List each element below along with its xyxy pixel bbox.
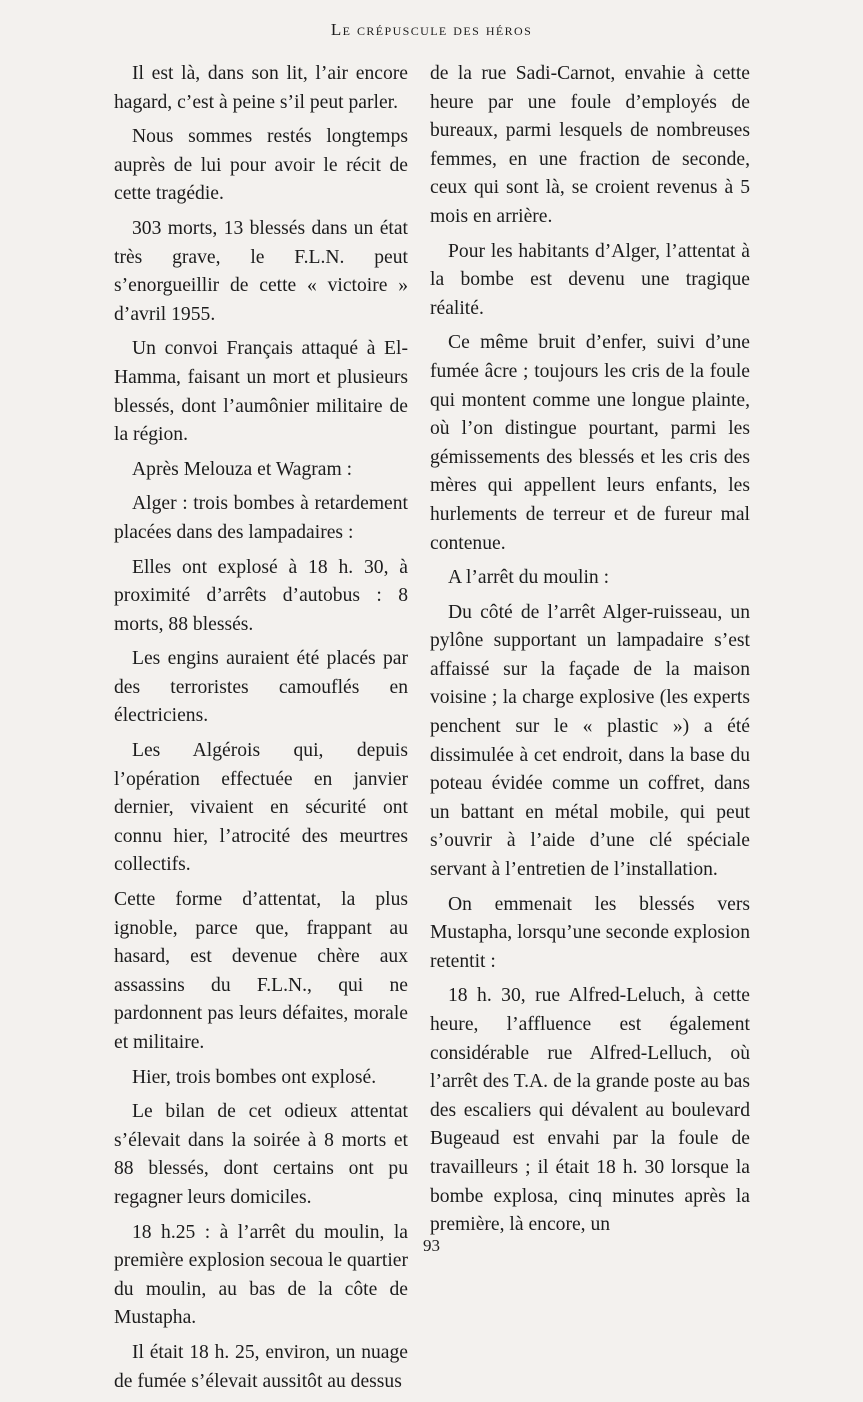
paragraph: Alger : trois bombes à retardement placées dans des lampadaires :	[114, 493, 408, 543]
paragraph: Pour les habitants d’Alger, l’attentat à la bombe est devenu une tragique réalité.	[430, 240, 750, 319]
paragraph: Il est là, dans son lit, l’air encore hagard, c’est à peine s’il peut parler.	[114, 63, 408, 113]
paragraph: On emmenait les blessés vers Mustapha, lorsqu’une seconde explosion retentit :	[430, 893, 750, 972]
running-header: Le crépuscule des héros	[330, 20, 533, 39]
page-number: 93	[423, 1236, 440, 1255]
paragraph: Un convoi Français attaqué à El-Hamma, faisant un mort et plusieurs blessés, dont l’aumônier militaire de la région.	[114, 338, 408, 446]
paragraph: Elles ont explosé à 18 h. 30, à proximité d’arrêts d’autobus : 8 morts, 88 blessés.	[114, 556, 408, 635]
paragraph: Après Melouza et Wagram :	[132, 458, 353, 480]
paragraph: Ce même bruit d’enfer, suivi d’une fumée âcre ; toujours les cris de la foule qui montent comme une longue plainte, où l’on distingue pourtant, parmi les gémissements des blessés et les cris des mères qui appellent leurs enfants, les hurlements de terreur et de fureur mal contenue.	[430, 332, 750, 554]
paragraph: 18 h.25 : à l’arrêt du moulin, la première explosion secoua le quartier du moulin, au bas de la côte de Mustapha.	[114, 1221, 408, 1329]
paragraph: Hier, trois bombes ont explosé.	[132, 1066, 377, 1088]
paragraph: Il était 18 h. 25, environ, un nuage de fumée s’élevait aussitôt au dessus	[114, 1341, 408, 1392]
paragraph: Du côté de l’arrêt Alger-ruisseau, un pylône supportant un lampadaire s’est affaissé sur la façade de la maison voisine ; la charge explosive (les experts penchent sur le « plastic ») a été dissimulée à cet endroit, dans la base du poteau évidée comme un coffret, dans un battant en métal mobile, qui peut s’ouvrir à l’aide d’une clé spéciale servant à l’entretien de l’installation.	[430, 601, 750, 881]
paragraph: Nous sommes restés longtemps auprès de lui pour avoir le récit de cette tragédie.	[114, 126, 408, 205]
paragraph: 18 h. 30, rue Alfred-Leluch, à cette heure, l’affluence est également considérable rue Alfred-Lelluch, où l’arrêt des T.A. de la grande poste au bas des escaliers qui dévalent au boulevard Bugeaud est envahi par la foule de travailleurs ; il était 18 h. 30 lorsque la bombe explosa, cinq minutes après la première, là encore, un	[430, 985, 750, 1236]
left-column	[114, 60, 408, 1402]
paragraph: Les engins auraient été placés par des terroristes camouflés en électriciens.	[114, 648, 408, 727]
paragraph: Les Algérois qui, depuis l’opération effectuée en janvier dernier, vivaient en sécurité ont connu hier, l’atrocité des meurtres collectifs.	[114, 740, 408, 876]
right-column	[430, 60, 750, 1246]
paragraph: Cette forme d’attentat, la plus ignoble, parce que, frappant au hasard, est devenue chère aux assassins du F.L.N., qui ne pardonnent pas leurs défaites, morale et militaire.	[114, 889, 408, 1053]
paragraph: 303 morts, 13 blessés dans un état très grave, le F.L.N. peut s’enorgueillir de cette « victoire » d’avril 1955.	[114, 217, 408, 325]
paragraph: A l’arrêt du moulin :	[448, 567, 610, 589]
paragraph: Le bilan de cet odieux attentat s’élevait dans la soirée à 8 morts et 88 blessés, dont certains ont pu regagner leurs domiciles.	[114, 1101, 408, 1208]
paragraph: de la rue Sadi-Carnot, envahie à cette heure par une foule d’employés de bureaux, parmi lesquels de nombreuses femmes, en une fraction de seconde, ceux qui sont là, se croient revenus à 5 mois en arrière.	[430, 63, 750, 227]
